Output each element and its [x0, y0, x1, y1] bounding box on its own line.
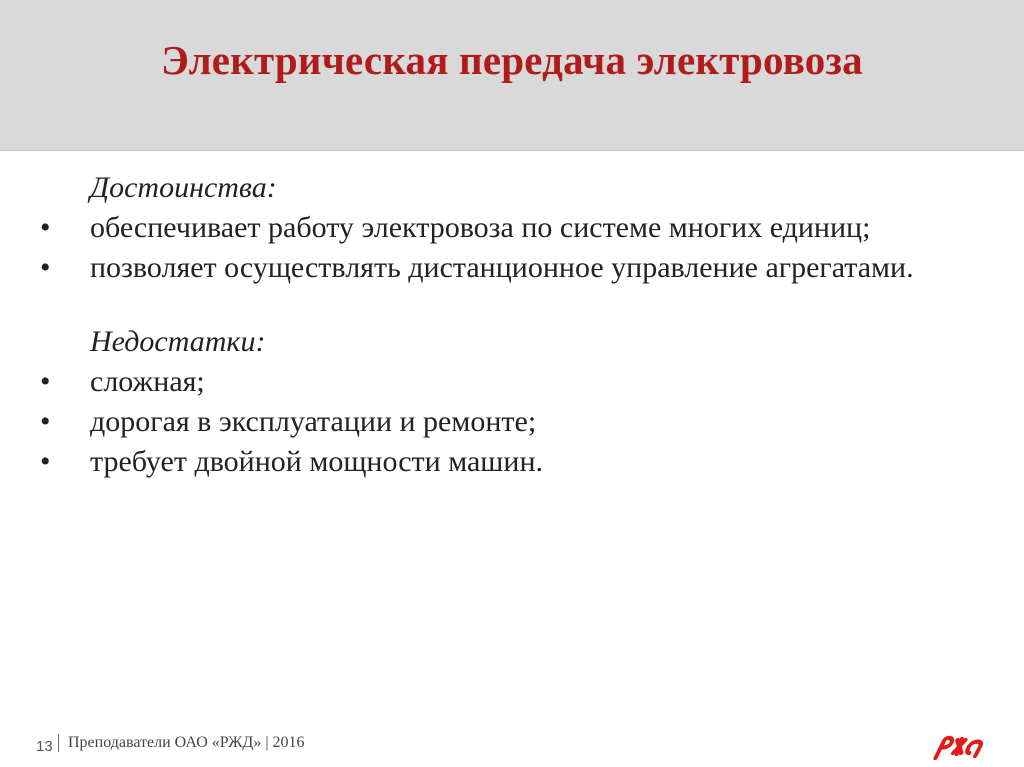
bullet-icon: •: [40, 211, 51, 244]
advantages-heading: Достоинства:: [90, 171, 277, 204]
slide-title: Электрическая передача электровоза: [161, 37, 863, 83]
slide-content: [40, 168, 982, 482]
disadvantage-text: требует двойной мощности машин.: [90, 445, 544, 478]
page-number: 13: [36, 738, 53, 755]
bullet-icon: •: [40, 405, 51, 438]
disadvantage-text: сложная;: [90, 365, 205, 398]
footer-text: Преподаватели ОАО «РЖД» | 2016: [68, 734, 305, 751]
list-item: [40, 208, 982, 248]
slide-header: [0, 0, 1024, 151]
bullet-icon: •: [40, 445, 51, 478]
list-item: [40, 362, 982, 402]
advantage-text: обеспечивает работу электровоза по системе многих единиц;: [90, 211, 871, 244]
slide-footer: [0, 718, 1024, 767]
list-item: [40, 402, 982, 442]
list-item: [40, 248, 982, 288]
list-item: [40, 442, 982, 482]
bullet-icon: •: [40, 365, 51, 398]
rzd-logo-icon: [930, 732, 992, 760]
bullet-icon: •: [40, 251, 51, 284]
disadvantages-heading: Недостатки:: [90, 325, 266, 358]
footer-divider: [58, 734, 59, 752]
advantages-list: [40, 208, 982, 288]
advantage-text: позволяет осуществлять дистанционное управление агрегатами.: [90, 251, 914, 284]
section-gap: [40, 288, 982, 322]
disadvantage-text: дорогая в эксплуатации и ремонте;: [90, 405, 537, 438]
disadvantages-list: [40, 362, 982, 482]
